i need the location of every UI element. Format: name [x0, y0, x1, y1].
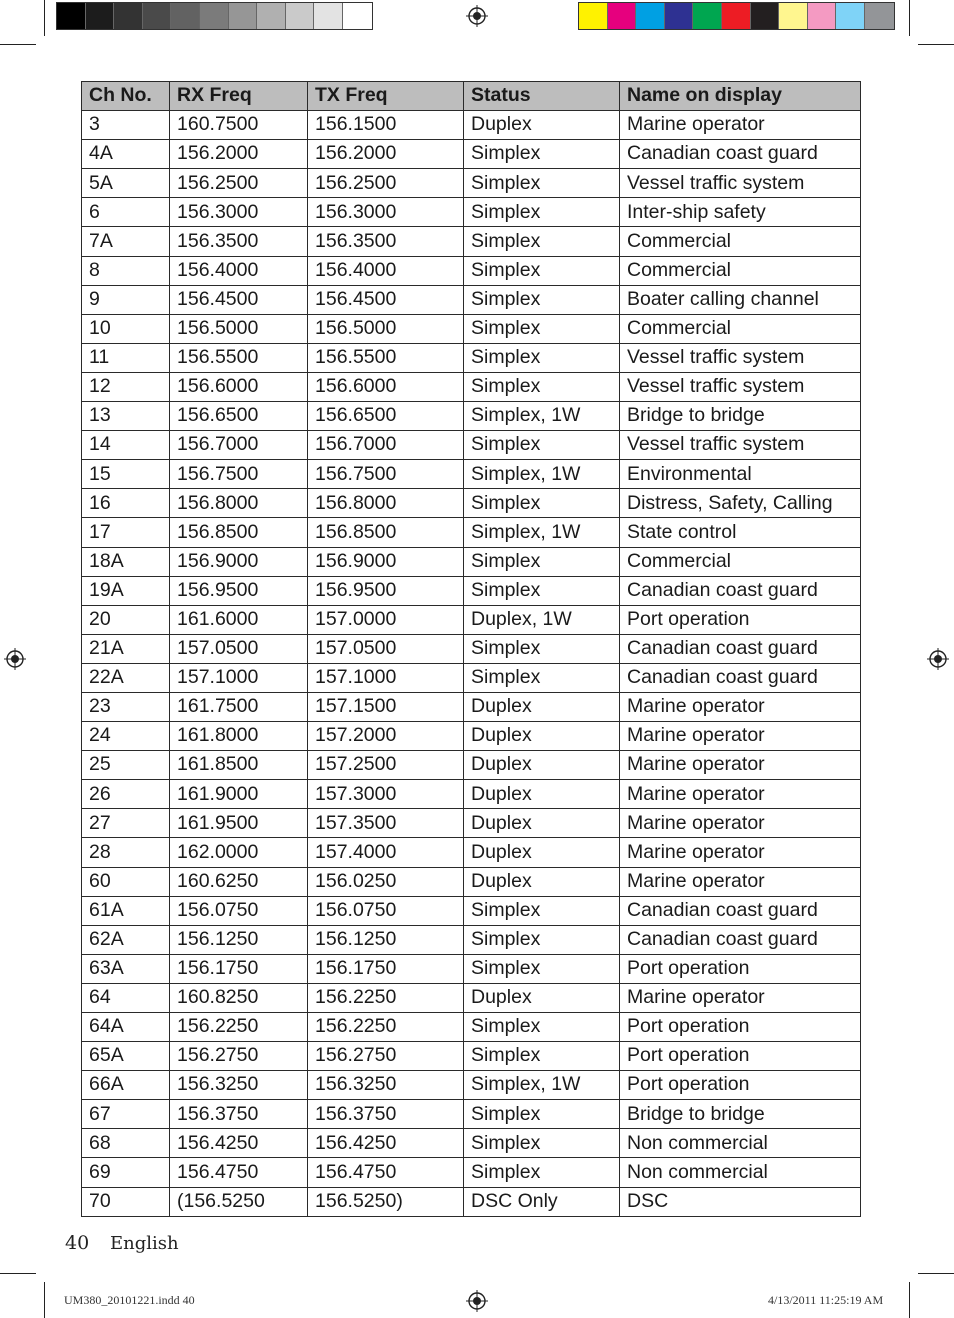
header-status: Status	[464, 82, 620, 111]
cell-name-on-display: Canadian coast guard	[620, 896, 861, 925]
color-swatch	[579, 3, 608, 29]
cell-tx-freq: 156.4750	[308, 1158, 464, 1187]
cell-name-on-display: Canadian coast guard	[620, 925, 861, 954]
language-label: English	[110, 1233, 179, 1254]
cell-rx-freq: 156.4500	[170, 285, 308, 314]
cell-ch-no: 7A	[82, 227, 170, 256]
cell-ch-no: 65A	[82, 1042, 170, 1071]
table-row	[82, 663, 861, 692]
cell-rx-freq: 156.7000	[170, 431, 308, 460]
cell-status: Simplex, 1W	[464, 518, 620, 547]
color-swatch	[751, 3, 780, 29]
cell-tx-freq: 157.0500	[308, 634, 464, 663]
cell-tx-freq: 156.2000	[308, 140, 464, 169]
cell-ch-no: 62A	[82, 925, 170, 954]
table-row	[82, 140, 861, 169]
table-row	[82, 1100, 861, 1129]
cell-tx-freq: 156.0750	[308, 896, 464, 925]
cell-status: Simplex	[464, 1042, 620, 1071]
cell-ch-no: 5A	[82, 169, 170, 198]
table-row	[82, 372, 861, 401]
color-swatch	[722, 3, 751, 29]
cell-rx-freq: 156.4750	[170, 1158, 308, 1187]
cell-status: Simplex, 1W	[464, 402, 620, 431]
cell-rx-freq: 156.1250	[170, 925, 308, 954]
cell-ch-no: 66A	[82, 1071, 170, 1100]
crop-mark-top-right-h	[918, 44, 954, 45]
cell-ch-no: 28	[82, 838, 170, 867]
cell-tx-freq: 156.3750	[308, 1100, 464, 1129]
cell-tx-freq: 156.4500	[308, 285, 464, 314]
table-row	[82, 227, 861, 256]
cell-tx-freq: 156.2250	[308, 983, 464, 1012]
cell-ch-no: 21A	[82, 634, 170, 663]
color-swatch	[57, 3, 86, 29]
cell-ch-no: 70	[82, 1187, 170, 1216]
color-swatch	[143, 3, 172, 29]
cell-status: Simplex	[464, 285, 620, 314]
cell-ch-no: 22A	[82, 663, 170, 692]
cell-name-on-display: Port operation	[620, 605, 861, 634]
cell-ch-no: 63A	[82, 954, 170, 983]
cell-ch-no: 25	[82, 751, 170, 780]
cell-status: Simplex	[464, 372, 620, 401]
cell-status: Duplex	[464, 111, 620, 140]
cell-ch-no: 26	[82, 780, 170, 809]
cell-name-on-display: Commercial	[620, 227, 861, 256]
cell-name-on-display: Marine operator	[620, 983, 861, 1012]
crop-mark-top-left-h	[0, 44, 36, 45]
cell-status: Simplex	[464, 1100, 620, 1129]
color-registration-bar	[578, 2, 895, 30]
table-row	[82, 1013, 861, 1042]
cell-tx-freq: 156.2250	[308, 1013, 464, 1042]
cell-name-on-display: Commercial	[620, 547, 861, 576]
table-row	[82, 1158, 861, 1187]
cell-name-on-display: Canadian coast guard	[620, 576, 861, 605]
cell-rx-freq: 156.2500	[170, 169, 308, 198]
color-swatch	[608, 3, 637, 29]
cell-status: Simplex	[464, 634, 620, 663]
cell-status: Simplex	[464, 896, 620, 925]
cell-ch-no: 61A	[82, 896, 170, 925]
cell-status: Duplex	[464, 867, 620, 896]
cell-ch-no: 64	[82, 983, 170, 1012]
table-row	[82, 343, 861, 372]
cell-status: Duplex, 1W	[464, 605, 620, 634]
cell-tx-freq: 157.2000	[308, 722, 464, 751]
table-row	[82, 867, 861, 896]
color-swatch	[636, 3, 665, 29]
cell-rx-freq: 161.9500	[170, 809, 308, 838]
grayscale-registration-bar	[56, 2, 373, 30]
cell-status: Simplex	[464, 227, 620, 256]
cell-rx-freq: 156.2750	[170, 1042, 308, 1071]
header-rx-freq: RX Freq	[170, 82, 308, 111]
cell-tx-freq: 156.3250	[308, 1071, 464, 1100]
slug-timestamp: 4/13/2011 11:25:19 AM	[768, 1293, 884, 1307]
cell-ch-no: 23	[82, 692, 170, 721]
cell-status: Simplex, 1W	[464, 1071, 620, 1100]
cell-tx-freq: 157.0000	[308, 605, 464, 634]
color-swatch	[86, 3, 115, 29]
cell-ch-no: 3	[82, 111, 170, 140]
crop-mark-top-right-v	[909, 0, 910, 36]
cell-tx-freq: 156.9000	[308, 547, 464, 576]
slug-file-name: UM380_20101221.indd 40	[64, 1293, 195, 1307]
color-swatch	[229, 3, 258, 29]
cell-name-on-display: Environmental	[620, 460, 861, 489]
cell-status: Simplex	[464, 140, 620, 169]
color-swatch	[114, 3, 143, 29]
cell-tx-freq: 157.1000	[308, 663, 464, 692]
cell-status: Simplex	[464, 1013, 620, 1042]
cell-tx-freq: 156.0250	[308, 867, 464, 896]
cell-rx-freq: 162.0000	[170, 838, 308, 867]
cell-status: Simplex	[464, 256, 620, 285]
cell-name-on-display: Vessel traffic system	[620, 169, 861, 198]
cell-name-on-display: Vessel traffic system	[620, 431, 861, 460]
cell-tx-freq: 157.2500	[308, 751, 464, 780]
table-row	[82, 780, 861, 809]
cell-name-on-display: Marine operator	[620, 692, 861, 721]
cell-tx-freq: 156.5000	[308, 314, 464, 343]
cell-tx-freq: 156.4250	[308, 1129, 464, 1158]
cell-name-on-display: DSC	[620, 1187, 861, 1216]
table-row	[82, 1042, 861, 1071]
table-row	[82, 256, 861, 285]
table-row	[82, 314, 861, 343]
cell-rx-freq: 156.3750	[170, 1100, 308, 1129]
cell-name-on-display: Canadian coast guard	[620, 634, 861, 663]
cell-ch-no: 27	[82, 809, 170, 838]
cell-ch-no: 15	[82, 460, 170, 489]
cell-status: Simplex	[464, 576, 620, 605]
table-row	[82, 1129, 861, 1158]
cell-status: Duplex	[464, 692, 620, 721]
cell-name-on-display: Marine operator	[620, 867, 861, 896]
cell-rx-freq: 157.1000	[170, 663, 308, 692]
cell-ch-no: 20	[82, 605, 170, 634]
cell-status: Simplex	[464, 489, 620, 518]
cell-tx-freq: 156.5500	[308, 343, 464, 372]
table-row	[82, 954, 861, 983]
cell-status: Duplex	[464, 809, 620, 838]
cell-rx-freq: 157.0500	[170, 634, 308, 663]
cell-tx-freq: 156.8500	[308, 518, 464, 547]
cell-rx-freq: 156.5000	[170, 314, 308, 343]
cell-status: Simplex	[464, 169, 620, 198]
header-tx-freq: TX Freq	[308, 82, 464, 111]
cell-rx-freq: 156.9000	[170, 547, 308, 576]
cell-rx-freq: 160.7500	[170, 111, 308, 140]
cell-tx-freq: 156.5250)	[308, 1187, 464, 1216]
cell-tx-freq: 157.4000	[308, 838, 464, 867]
table-row	[82, 722, 861, 751]
cell-rx-freq: 161.6000	[170, 605, 308, 634]
cell-status: Simplex	[464, 925, 620, 954]
cell-ch-no: 24	[82, 722, 170, 751]
crop-mark-bottom-right-v	[909, 1282, 910, 1318]
table-row	[82, 838, 861, 867]
cell-status: Duplex	[464, 983, 620, 1012]
cell-tx-freq: 156.2500	[308, 169, 464, 198]
cell-status: Simplex	[464, 198, 620, 227]
table-row	[82, 1187, 861, 1216]
cell-rx-freq: 156.4000	[170, 256, 308, 285]
cell-rx-freq: 156.1750	[170, 954, 308, 983]
cell-name-on-display: Port operation	[620, 954, 861, 983]
cell-rx-freq: 160.8250	[170, 983, 308, 1012]
cell-name-on-display: Vessel traffic system	[620, 343, 861, 372]
cell-name-on-display: Port operation	[620, 1042, 861, 1071]
cell-ch-no: 14	[82, 431, 170, 460]
registration-target-icon	[927, 648, 949, 670]
cell-rx-freq: (156.5250	[170, 1187, 308, 1216]
cell-status: Simplex	[464, 954, 620, 983]
crop-mark-bottom-right-h	[918, 1273, 954, 1274]
cell-name-on-display: Inter-ship safety	[620, 198, 861, 227]
color-swatch	[286, 3, 315, 29]
cell-name-on-display: Marine operator	[620, 111, 861, 140]
table-row	[82, 518, 861, 547]
cell-name-on-display: Non commercial	[620, 1129, 861, 1158]
channel-frequency-table	[81, 81, 861, 1217]
cell-name-on-display: Distress, Safety, Calling	[620, 489, 861, 518]
cell-name-on-display: Commercial	[620, 256, 861, 285]
table-row	[82, 460, 861, 489]
color-swatch	[865, 3, 894, 29]
cell-rx-freq: 156.5500	[170, 343, 308, 372]
cell-ch-no: 9	[82, 285, 170, 314]
color-swatch	[171, 3, 200, 29]
color-swatch	[836, 3, 865, 29]
crop-mark-top-left-v	[44, 0, 45, 36]
cell-tx-freq: 156.1500	[308, 111, 464, 140]
cell-ch-no: 68	[82, 1129, 170, 1158]
cell-rx-freq: 161.9000	[170, 780, 308, 809]
cell-name-on-display: Canadian coast guard	[620, 140, 861, 169]
cell-status: Simplex	[464, 663, 620, 692]
table-row	[82, 809, 861, 838]
table-row	[82, 285, 861, 314]
cell-rx-freq: 156.3500	[170, 227, 308, 256]
cell-ch-no: 69	[82, 1158, 170, 1187]
header-ch-no: Ch No.	[82, 82, 170, 111]
cell-tx-freq: 156.8000	[308, 489, 464, 518]
cell-ch-no: 19A	[82, 576, 170, 605]
cell-tx-freq: 157.3500	[308, 809, 464, 838]
cell-status: Duplex	[464, 838, 620, 867]
cell-ch-no: 64A	[82, 1013, 170, 1042]
table-body	[82, 111, 861, 1217]
page-number: 40	[65, 1232, 90, 1254]
cell-ch-no: 13	[82, 402, 170, 431]
color-swatch	[808, 3, 837, 29]
cell-status: Simplex	[464, 343, 620, 372]
cell-ch-no: 10	[82, 314, 170, 343]
cell-rx-freq: 156.3000	[170, 198, 308, 227]
cell-rx-freq: 156.6000	[170, 372, 308, 401]
table-row	[82, 169, 861, 198]
cell-status: Simplex	[464, 431, 620, 460]
table-row	[82, 692, 861, 721]
cell-tx-freq: 156.7500	[308, 460, 464, 489]
crop-mark-bottom-left-h	[0, 1273, 36, 1274]
cell-name-on-display: Marine operator	[620, 838, 861, 867]
cell-ch-no: 4A	[82, 140, 170, 169]
table-row	[82, 605, 861, 634]
table-header-row	[82, 82, 861, 111]
table-row	[82, 576, 861, 605]
cell-name-on-display: Canadian coast guard	[620, 663, 861, 692]
cell-ch-no: 67	[82, 1100, 170, 1129]
color-swatch	[693, 3, 722, 29]
cell-status: DSC Only	[464, 1187, 620, 1216]
cell-tx-freq: 157.3000	[308, 780, 464, 809]
cell-name-on-display: State control	[620, 518, 861, 547]
table-row	[82, 547, 861, 576]
table-row	[82, 983, 861, 1012]
cell-name-on-display: Marine operator	[620, 751, 861, 780]
color-swatch	[200, 3, 229, 29]
header-name-on-display: Name on display	[620, 82, 861, 111]
cell-tx-freq: 156.9500	[308, 576, 464, 605]
table-row	[82, 431, 861, 460]
registration-target-icon	[466, 1290, 488, 1312]
crop-mark-bottom-left-v	[44, 1282, 45, 1318]
cell-rx-freq: 156.9500	[170, 576, 308, 605]
cell-rx-freq: 156.7500	[170, 460, 308, 489]
cell-tx-freq: 156.6000	[308, 372, 464, 401]
cell-rx-freq: 156.8000	[170, 489, 308, 518]
cell-tx-freq: 156.3000	[308, 198, 464, 227]
cell-rx-freq: 156.4250	[170, 1129, 308, 1158]
cell-rx-freq: 161.7500	[170, 692, 308, 721]
cell-ch-no: 6	[82, 198, 170, 227]
cell-status: Simplex	[464, 1158, 620, 1187]
cell-rx-freq: 160.6250	[170, 867, 308, 896]
cell-name-on-display: Marine operator	[620, 722, 861, 751]
cell-ch-no: 11	[82, 343, 170, 372]
cell-tx-freq: 156.4000	[308, 256, 464, 285]
cell-name-on-display: Marine operator	[620, 809, 861, 838]
table-row	[82, 634, 861, 663]
color-swatch	[343, 3, 372, 29]
cell-status: Simplex, 1W	[464, 460, 620, 489]
cell-tx-freq: 156.1750	[308, 954, 464, 983]
cell-ch-no: 16	[82, 489, 170, 518]
cell-ch-no: 8	[82, 256, 170, 285]
cell-name-on-display: Vessel traffic system	[620, 372, 861, 401]
cell-tx-freq: 156.1250	[308, 925, 464, 954]
cell-tx-freq: 157.1500	[308, 692, 464, 721]
cell-status: Duplex	[464, 751, 620, 780]
cell-ch-no: 12	[82, 372, 170, 401]
cell-name-on-display: Non commercial	[620, 1158, 861, 1187]
table-row	[82, 402, 861, 431]
table-row	[82, 489, 861, 518]
cell-name-on-display: Bridge to bridge	[620, 1100, 861, 1129]
cell-rx-freq: 161.8000	[170, 722, 308, 751]
color-swatch	[257, 3, 286, 29]
cell-name-on-display: Boater calling channel	[620, 285, 861, 314]
cell-name-on-display: Bridge to bridge	[620, 402, 861, 431]
cell-status: Duplex	[464, 780, 620, 809]
cell-tx-freq: 156.7000	[308, 431, 464, 460]
cell-status: Duplex	[464, 722, 620, 751]
cell-name-on-display: Port operation	[620, 1013, 861, 1042]
cell-tx-freq: 156.6500	[308, 402, 464, 431]
table-row	[82, 925, 861, 954]
cell-status: Simplex	[464, 1129, 620, 1158]
color-swatch	[314, 3, 343, 29]
cell-ch-no: 18A	[82, 547, 170, 576]
cell-rx-freq: 156.3250	[170, 1071, 308, 1100]
registration-target-icon	[466, 5, 488, 27]
cell-ch-no: 60	[82, 867, 170, 896]
table-row	[82, 198, 861, 227]
table-row	[82, 896, 861, 925]
cell-rx-freq: 156.2000	[170, 140, 308, 169]
cell-rx-freq: 156.2250	[170, 1013, 308, 1042]
cell-status: Simplex	[464, 547, 620, 576]
cell-name-on-display: Marine operator	[620, 780, 861, 809]
cell-ch-no: 17	[82, 518, 170, 547]
cell-rx-freq: 156.8500	[170, 518, 308, 547]
table-row	[82, 751, 861, 780]
cell-rx-freq: 156.0750	[170, 896, 308, 925]
cell-status: Simplex	[464, 314, 620, 343]
cell-name-on-display: Port operation	[620, 1071, 861, 1100]
color-swatch	[779, 3, 808, 29]
table-row	[82, 111, 861, 140]
cell-tx-freq: 156.3500	[308, 227, 464, 256]
registration-target-icon	[4, 648, 26, 670]
cell-rx-freq: 161.8500	[170, 751, 308, 780]
color-swatch	[665, 3, 694, 29]
cell-name-on-display: Commercial	[620, 314, 861, 343]
cell-rx-freq: 156.6500	[170, 402, 308, 431]
table-row	[82, 1071, 861, 1100]
cell-tx-freq: 156.2750	[308, 1042, 464, 1071]
